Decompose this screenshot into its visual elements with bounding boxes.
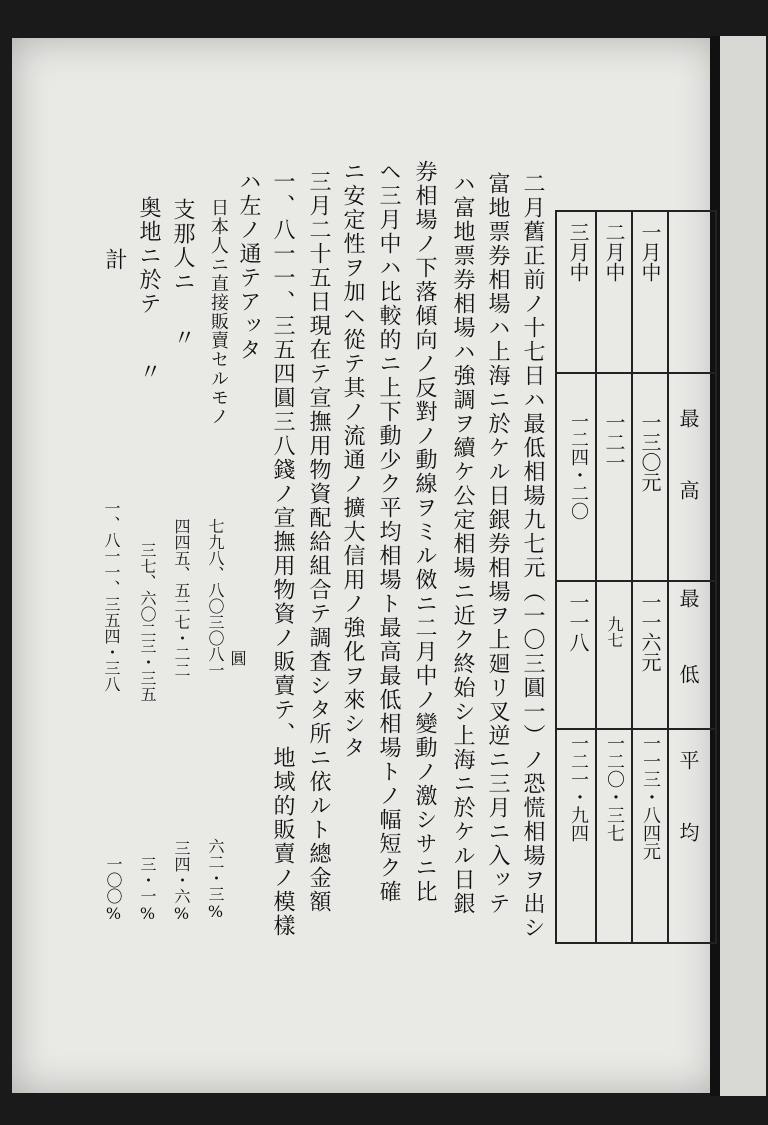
price-table <box>555 210 717 944</box>
table-avg-jan: 一一三・八四元 <box>640 734 661 860</box>
breakdown-amount-interior: 三七、六〇二三・三五 <box>138 542 157 702</box>
breakdown-label-chinese: 支那人ニ <box>170 198 195 294</box>
text-line-9: ハ左ノ通テアッタ <box>236 170 261 362</box>
table-divider <box>595 212 597 942</box>
table-avg-feb: 一二〇・三七 <box>604 734 625 842</box>
table-divider <box>557 372 715 374</box>
text-line-6: ニ安定性ヲ加ヘ從テ其ノ流通ノ擴大信用ノ強化ヲ來シタ <box>340 160 365 760</box>
table-divider <box>631 212 633 942</box>
breakdown-amount-chinese: 四四五、五二七・二二 <box>172 518 191 678</box>
breakdown-pct-total: 一〇〇% <box>104 856 123 923</box>
table-min-jan: 一一六元 <box>638 592 662 672</box>
table-max-jan: 一三〇元 <box>638 412 662 492</box>
text-line-2: 富地票券相場ハ上海ニ於ケル日銀券相場ヲ上廻リ叉逆ニ三月ニ入ッテ <box>485 172 510 916</box>
table-max-feb: 一二一 <box>602 412 626 472</box>
table-avg-mar: 一二一・九四 <box>568 734 589 842</box>
breakdown-pct-japanese: 六二・三% <box>206 838 225 921</box>
breakdown-pct-interior: 三・一% <box>138 856 157 923</box>
breakdown-mark-chinese: 〃 <box>170 326 195 350</box>
text-line-1: 二月舊正前ノ十七日ハ最低相場九七元（一〇三圓一）ノ恐慌相場ヲ出シ <box>520 172 545 940</box>
text-line-8: 一、八一一、三五四圓三八錢ノ宣撫用物資ノ販賣テ、地域的販賣ノ模樣 <box>270 170 295 938</box>
table-period-jan: 一月中 <box>638 222 662 282</box>
text-line-7: 三月二十五日現在テ宣撫用物資配給組合テ調査シタ所ニ依ルト總金額 <box>306 170 331 914</box>
page-edge <box>710 36 766 1096</box>
text-line-5: ヘ三月中ハ比較的ニ上下動少ク平均相場ト最高最低相場トノ幅短ク確 <box>376 160 401 904</box>
table-header-min: 最低 <box>676 588 700 740</box>
table-period-mar: 三月中 <box>566 222 590 282</box>
table-min-mar: 一一八 <box>566 592 590 652</box>
breakdown-label-total: 計 <box>102 248 127 272</box>
table-period-feb: 二月中 <box>602 222 626 282</box>
breakdown-label-interior: 奥地ニ於テ <box>136 196 161 316</box>
breakdown-mark-interior: 〃 <box>136 360 161 384</box>
breakdown-label-japanese: 日本人ニ直接販賣セルモノ <box>208 198 229 426</box>
table-min-feb: 九七 <box>605 616 624 648</box>
table-header-max: 最高 <box>676 408 700 552</box>
breakdown-amount-total: 一、八一一、三五四・三八 <box>102 500 121 692</box>
text-line-4: 券相場ノ下落傾向ノ反對ノ動線ヲミル傚ニ二月中ノ變動ノ激シサニ比 <box>412 160 437 904</box>
breakdown-unit: 圓 <box>228 650 247 666</box>
table-header-avg: 平均 <box>676 750 700 894</box>
table-max-mar: 一二四・二〇 <box>568 412 589 520</box>
table-divider <box>557 580 715 582</box>
breakdown-pct-chinese: 三四・六% <box>172 840 191 923</box>
breakdown-amount-japanese: 七九八、八〇三〇八一 <box>206 518 225 678</box>
text-line-3: ハ富地票券相場ハ強調ヲ續ケ公定相場ニ近ク終始シ上海ニ於ケル日銀 <box>450 172 475 916</box>
table-divider <box>667 212 669 942</box>
